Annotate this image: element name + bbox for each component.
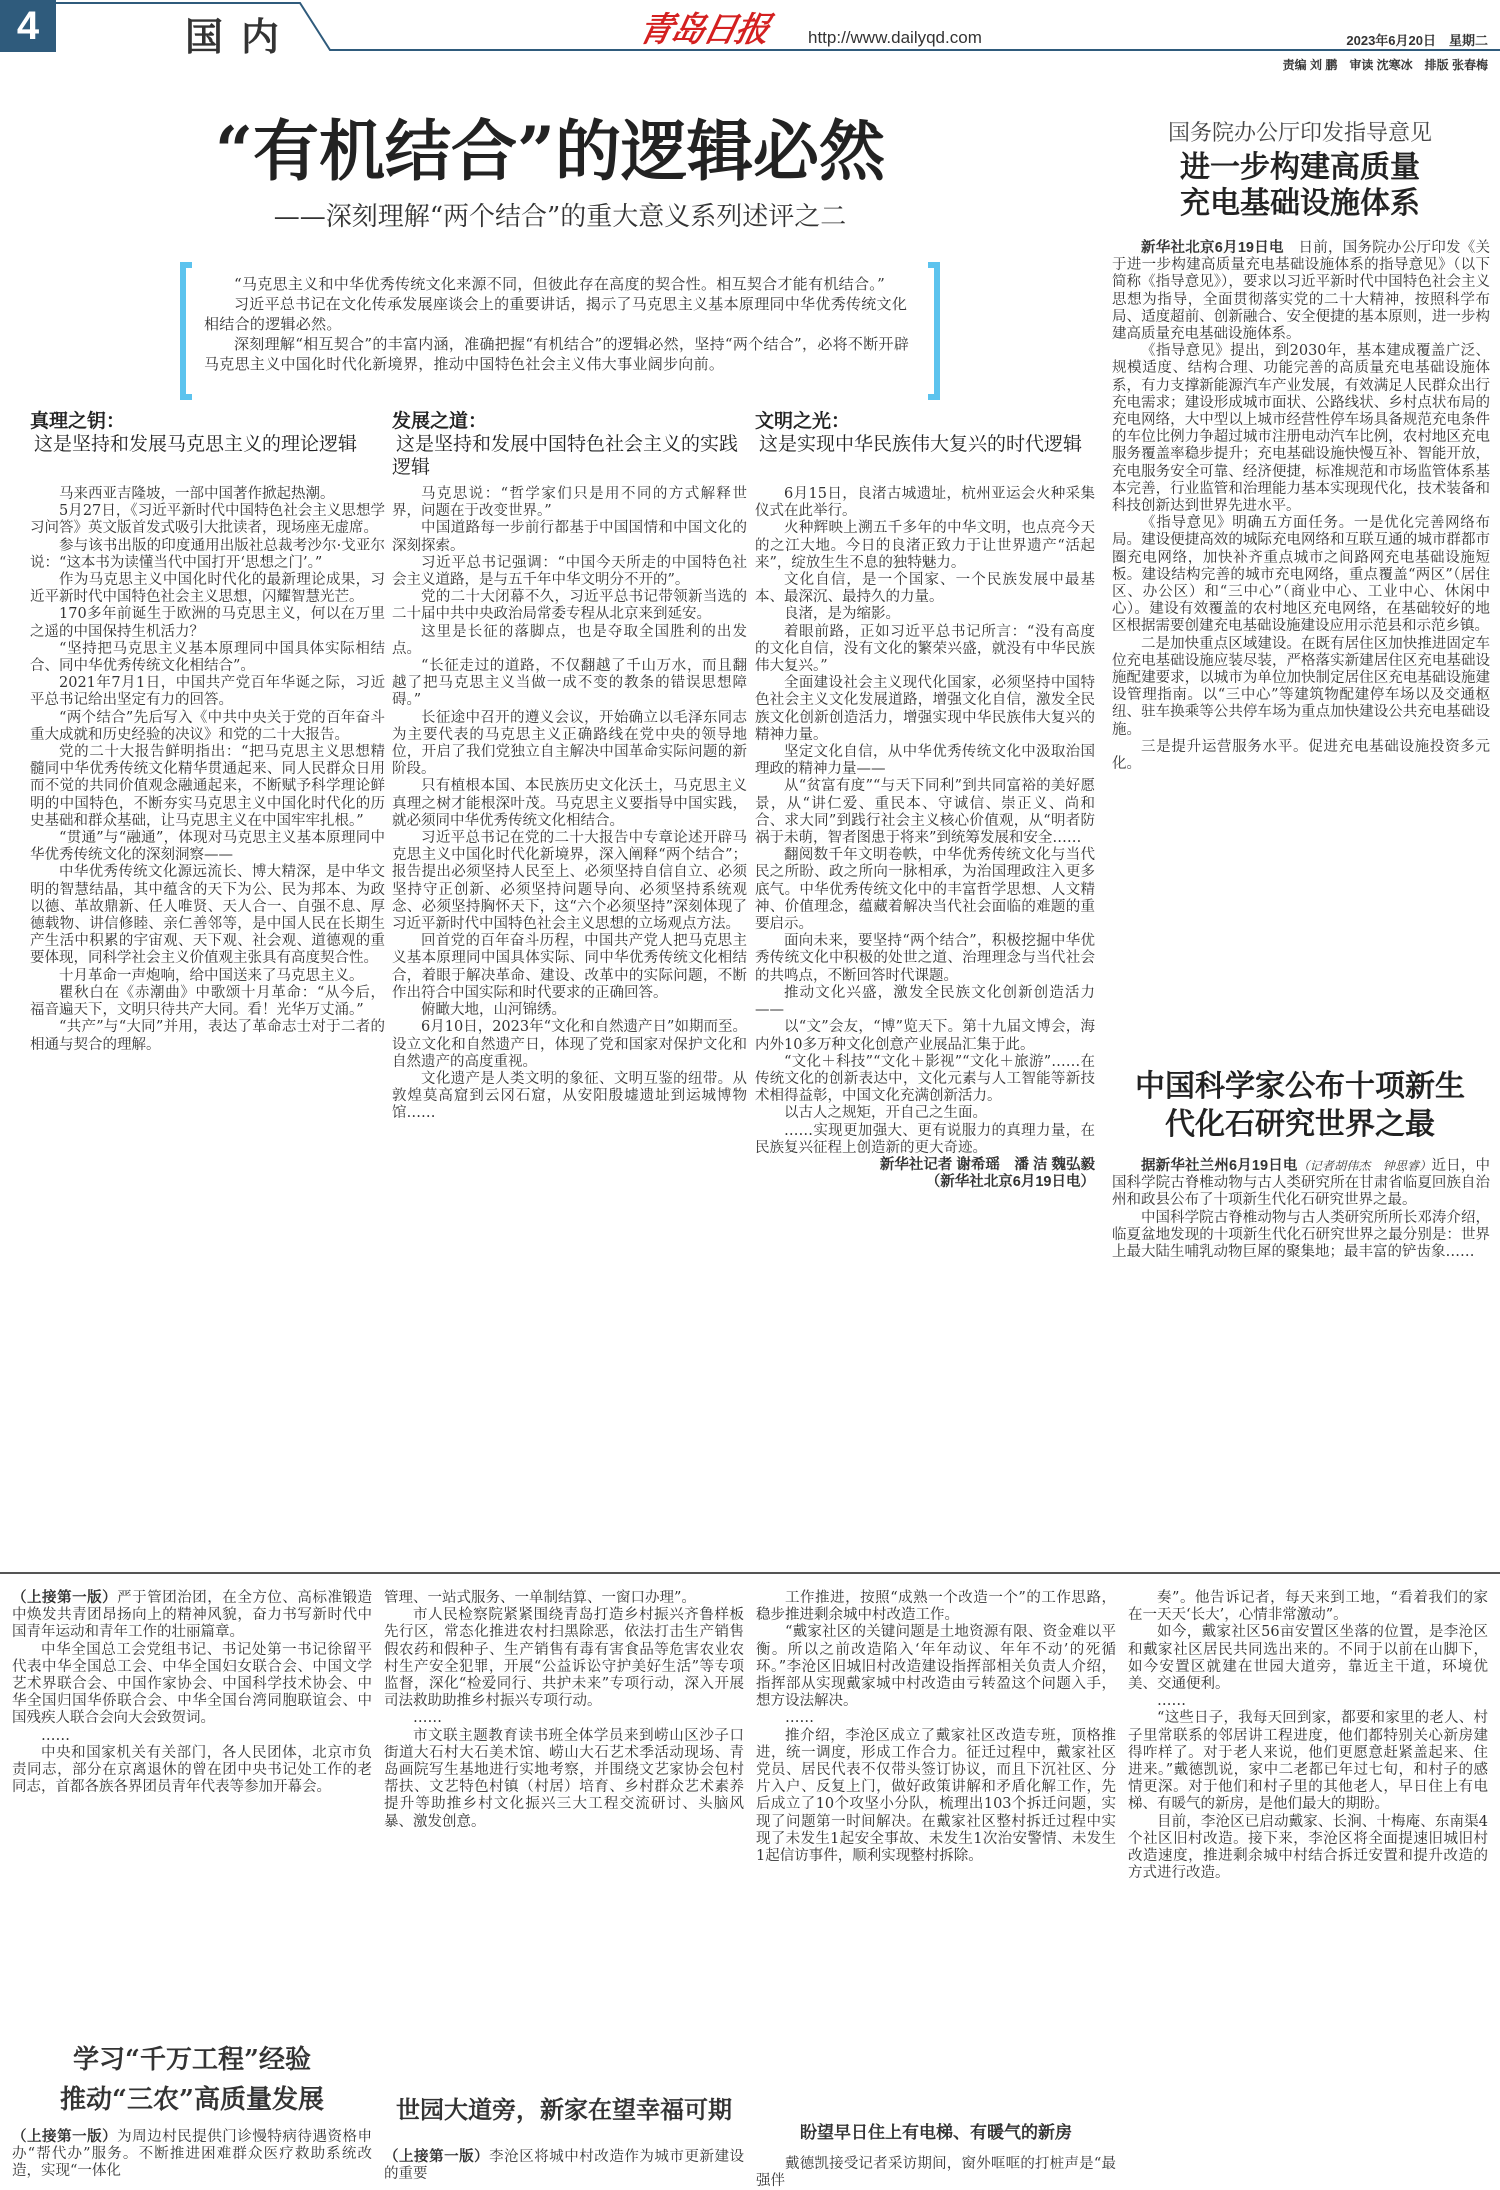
newspaper-logo: 青岛日报 <box>635 10 772 50</box>
paragraph-text: 中央和国家机关有关部门，各人民团体，北京市负责同志，部分在京离退休的曾在团中央书记处工作的老同志，首都各族各界团员青年代表等参加开幕会。 <box>12 1744 372 1796</box>
paragraph: 面向未来，要坚持“两个结合”，积极挖掘中华优秀传统文化中积极的处世之道、治理理念与当代社会的共鸣点，不断回答时代课题。 <box>755 933 1095 984</box>
paragraph: “长征走过的道路，不仅翻越了千山万水，而且翻越了把马克思主义当做一成不变的教条的错误思想障碍。” <box>392 658 747 709</box>
paragraph <box>756 1624 1116 1710</box>
dateline: 新华社北京6月19日电 <box>1141 240 1284 256</box>
paragraph: 6月10日，2023年“文化和自然遗产日”如期而至。设立文化和自然遗产日，体现了党和国家对保护文化和自然遗产的高度重视。 <box>392 1019 747 1070</box>
paragraph: 习近平总书记强调：“中国今天所走的中国特色社会主义道路，是与五千年中华文明分不开的”。 <box>392 554 747 589</box>
charging-title: 进一步构建高质量充电基础设施体系 <box>1180 150 1420 221</box>
paragraph-text: …… <box>1157 1693 1186 1710</box>
charging-story-body <box>1112 240 1490 1050</box>
paragraph <box>1128 1710 1488 1813</box>
paragraph <box>384 1607 744 1710</box>
paragraph: 中国科学院古脊椎动物与古人类研究所所长邓涛介绍，临夏盆地发现的十项新生代化石研究世界之最分别是：世界上最大陆生哺乳动物巨犀的聚集地；最丰富的铲齿象…… <box>1112 1209 1490 1261</box>
paragraph: ……实现更加强大、更有说服力的真理力量，在民族复兴征程上创造新的更大奇迹。 <box>755 1122 1095 1156</box>
bottom-headline: 世园大道旁，新家在望幸福可期 <box>396 2095 732 2124</box>
bottom-column <box>756 1590 1116 2108</box>
bottom-column-tail <box>384 2148 745 2183</box>
paragraph: 三是提升运营服务水平。促进充电基础设施投资多元化。 <box>1112 738 1490 773</box>
bottom-column-tail <box>12 2128 373 2180</box>
site-url[interactable]: http://www.dailyqd.com <box>808 28 982 47</box>
paragraph-text: 为周边村民提供门诊慢特病待遇资格申办“帮代办”服务。不断推进困难群众医疗救助系统改造，实现“一体化 <box>12 2129 373 2180</box>
section-body <box>755 486 1095 1546</box>
section-body <box>392 486 747 1546</box>
paragraph: 中国道路每一步前行都基于中国国情和中国文化的深刻探索。 <box>392 520 747 554</box>
paragraph: 俯瞰大地，山河锦绣。 <box>421 1002 566 1019</box>
paragraph: 翻阅数千年文明卷帙，中华优秀传统文化与当代民之所盼、政之所向一脉相承，为治国理政注入更多底气。中华优秀传统文化中的丰富哲学思想、人文精神、价值理念，蕴藏着解决当代社会面临的难题的重要启示。 <box>755 847 1095 933</box>
paragraph: 瞿秋白在《赤潮曲》中歌颂十月革命：“从今后，福音遍天下，文明只待共产大同。看！光华万丈涌。” <box>30 984 385 1019</box>
page-number: 4 <box>0 0 56 52</box>
paragraph <box>756 2156 1116 2190</box>
section-title: 国内 <box>185 14 298 59</box>
reporters: （记者胡伟杰 钟思睿） <box>1297 1159 1432 1173</box>
paragraph: 只有植根本国、本民族历史文化沃土，马克思主义真理之树才能根深叶茂。马克思主义要指导中国实践，就必须同中华优秀传统文化相结合。 <box>392 778 747 829</box>
paragraph <box>12 1728 372 1745</box>
section-header <box>755 410 1095 456</box>
section-header <box>30 410 385 456</box>
byline: 新华社记者 谢希瑶 潘 洁 魏弘毅 <box>879 1156 1095 1173</box>
paragraph-text: 目前，李沧区已启动戴家、长涧、十梅庵、东南渠4个社区旧村改造。接下来，李沧区将全面提速旧城旧村改造速度，推进剩余城中村结合拆迁安置和提升改造的方式进行改造。 <box>1128 1813 1488 1882</box>
paragraph: 5月27日，《习近平新时代中国特色社会主义思想学习问答》英文版首发式吸引大批读者，现场座无虚席。 <box>30 503 385 537</box>
left-bracket-icon <box>180 262 192 400</box>
paragraph: 参与该书出版的印度通用出版社总裁考沙尔·戈亚尔说：“这本书为读懂当代中国打开‘思想之门’。” <box>30 537 385 571</box>
paragraph <box>12 2128 372 2181</box>
paragraph-text: “这些日子，我每天回到家，都要和家里的老人、村子里常联系的邻居讲工程进度，他们都特别关心新房建得咋样了。对于老人来说，他们更愿意赶紧盖起来、住进来。”戴德凯说，家中二老都已年过七旬，和村子的感情更深。对于他们和村子里的其他老人，早日住上有电梯、有暖气的新房，是他们最大的期盼。 <box>1128 1710 1488 1813</box>
dateline: 据新华社兰州6月19日电 <box>1141 1158 1298 1174</box>
paragraph: 长征途中召开的遵义会议，开始确立以毛泽东同志为主要代表的马克思主义正确路线在党中央的领导地位，开启了我们党独立自主解决中国革命实际问题的新阶段。 <box>392 709 747 778</box>
section-kicker: 文明之光： <box>755 410 851 432</box>
paragraph <box>384 1710 744 1727</box>
charging-kicker: 国务院办公厅印发指导意见 <box>1167 120 1432 145</box>
paragraph-text: 严于管团治团，在全方位、高标准锻造中焕发共青团昂扬向上的精神风貌，奋力书写新时代中国青年运动和青年工作的壮丽篇章。 <box>12 1590 373 1641</box>
paragraph: 《指导意见》提出，到2030年，基本建成覆盖广泛、规模适度、结构合理、功能完善的高质量充电基础设施体系，有力支撑新能源汽车产业发展，有效满足人民群众出行充电需求；建设形成城市面状、公路线状、乡村点状布局的充电网络，大中型以上城市经营性停车场具备规范充电条件的车位比例力争超过城市注册电动汽车比例，农村地区充电服务覆盖率稳步提升；充电基础设施快慢互补、智能开放，充电服务安全可靠、经济便捷，标准规范和市场监管体系基本完善，行业监管和治理能力基本实现现代化，技术装备和科技创新达到世界先进水平。 <box>1112 343 1490 515</box>
bottom-column <box>1128 1590 1488 2170</box>
paragraph: 《指导意见》明确五方面任务。一是优化完善网络布局。建设便捷高效的城际充电网络和互联互通的城市群都市圈充电网络，加快补齐重点城市之间路网充电基础设施短板。建设结构完善的城市充电网络，重点覆盖“两区”（居住区、办公区）和“三中心”（商业中心、工业中心、休闲中心）。建设有效覆盖的农村地区充电网络，在基础较好的地区根据需要创建充电基础设施建设应用示范县和示范乡镇。 <box>1112 515 1490 635</box>
paragraph: 文化遗产是人类文明的象征、文明互鉴的纽带。从敦煌莫高窟到云冈石窟，从安阳殷墟遗址到运城博物馆…… <box>392 1070 747 1122</box>
intro-quote-box <box>180 262 940 400</box>
paragraph: 良渚，是为缩影。 <box>784 606 900 623</box>
fossil-title: 中国科学家公布十项新生代化石研究世界之最 <box>1135 1069 1465 1142</box>
paragraph <box>756 1728 1116 1866</box>
section-title: 这是坚持和发展马克思主义的理论逻辑 <box>34 433 358 455</box>
paragraph-text: 如今，戴家社区56亩安置区坐落的位置，是李沧区和戴家社区居民共同选出来的。不同于以前在山脚下，如今安置区就建在世园大道旁，靠近主干道，环境优美、交通便利。 <box>1128 1624 1488 1693</box>
paragraph: “共产”与“大同”并用，表达了革命志士对于二者的相通与契合的理解。 <box>30 1019 385 1053</box>
section-kicker: 发展之道： <box>392 410 488 432</box>
section-body <box>30 486 385 1546</box>
paragraph <box>384 1728 744 1831</box>
paragraph <box>12 1642 372 1728</box>
bottom-column-tail <box>756 2156 1116 2190</box>
paragraph: 火种辉映上溯五千多年的中华文明，也点亮今天的之江大地。今日的良渚正致力于让世界遗产“活起来”，绽放生生不息的独特魅力。 <box>755 520 1095 571</box>
paragraph: 马来西亚吉隆坡，一部中国著作掀起热潮。 <box>59 486 335 502</box>
paragraph-text: 管理、一站式服务、一单制结算、一窗口办理”。 <box>384 1590 696 1606</box>
paragraph: “两个结合”先后写入《中共中央关于党的百年奋斗重大成就和历史经验的决议》和党的二十大报告。 <box>30 709 385 743</box>
paragraph: 以“文”会友，“博”览天下。第十九届文博会，海内外10多万种文化创意产业展品汇集于此。 <box>755 1019 1095 1053</box>
right-bracket-icon <box>928 262 940 400</box>
paragraph: 着眼前路，正如习近平总书记所言：“没有高度的文化自信，没有文化的繁荣兴盛，就没有中华民族伟大复兴。” <box>755 623 1095 675</box>
bottom-headline: 盼望早日住上有电梯、有暖气的新房 <box>800 2123 1072 2142</box>
paragraph-text: 中华全国总工会党组书记、书记处第一书记徐留平代表中华全国总工会、中华全国妇女联合会、中国文学艺术界联合会、中国作家协会、中国科学技术协会、中华全国归国华侨联合会、中华全国台湾同胞联谊会、中国残疾人联合会向大会致贺词。 <box>12 1641 372 1727</box>
intro-paragraph: “马克思主义和中华优秀传统文化来源不同，但彼此存在高度的契合性。相互契合才能有机结合。” <box>234 275 886 293</box>
section-divider <box>0 1572 1500 1574</box>
fossil-story-body <box>1112 1158 1490 1548</box>
paragraph <box>12 1745 372 1797</box>
section-title: 这是实现中华民族伟大复兴的时代逻辑 <box>759 433 1083 455</box>
paragraph: 从“贫富有度”“与天下同利”到共同富裕的美好愿景，从“讲仁爱、重民本、守诚信、崇正义、尚和合、求大同”到践行社会主义核心价值观，从“明者防祸于未萌，智者图患于将来”到统筹发展和安全…… <box>755 778 1095 847</box>
section-title: 这是坚持和发展中国特色社会主义的实践逻辑 <box>392 433 739 478</box>
intro-paragraph: 深刻理解“相互契合”的丰富内涵，准确把握“有机结合”的逻辑必然，坚持“两个结合”，必将不断开辟马克思主义中国化时代化新境界，推动中国特色社会主义伟大事业阔步向前。 <box>204 335 910 373</box>
paragraph <box>384 2148 744 2183</box>
paragraph: 二是加快重点区域建设。在既有居住区加快推进固定车位充电基础设施应装尽装，严格落实新建居住区充电基础设施配建要求，以城市为单位加快制定居住区充电基础设施建设管理指南。以“三中心”等建筑物配建停车场以及交通枢纽、驻车换乘等公共停车场为重点加快建设公共充电基础设施。 <box>1112 635 1490 738</box>
paragraph <box>756 1590 1116 1624</box>
paragraph: 中华优秀传统文化源远流长、博大精深，是中华文明的智慧结晶，其中蕴含的天下为公、民为邦本、为政以德、革故鼎新、任人唯贤、天人合一、自强不息、厚德载物、讲信修睦、亲仁善邻等，是中国人民在长期生产生活中积累的宇宙观、天下观、社会观、道德观的重要体现，同科学社会主义价值观主张具有高度契合性。 <box>30 864 385 967</box>
paragraph-text: 戴德凯接受记者采访期间，窗外哐哐的打桩声是“最强伴 <box>756 2156 1116 2190</box>
paragraph-text: …… <box>413 1710 442 1727</box>
bottom-column <box>12 1590 372 2030</box>
section-header <box>392 410 747 479</box>
paragraph-text: 市文联主题教育读书班全体学员来到崂山区沙子口街道大石村大石美术馆、崂山大石艺术季活动现场、青岛画院写生基地进行实地考察，并围绕文艺家协会包村帮扶、文艺特色村镇（村居）培育、乡村群众艺术素养提升等助推乡村文化振兴三大工程交流研讨、头脑风暴、激发创意。 <box>384 1727 744 1830</box>
paragraph <box>12 1590 372 1642</box>
paragraph: “坚持把马克思主义基本原理同中国具体实际相结合、同中华优秀传统文化相结合”。 <box>30 640 385 675</box>
paragraph: 党的二十大闭幕不久，习近平总书记带领新当选的二十届中共中央政治局常委专程从北京来到延安。 <box>392 589 747 623</box>
paragraph-text: 工作推进，按照“成熟一个改造一个”的工作思路，稳步推进剩余城中村改造工作。 <box>756 1590 1116 1624</box>
bottom-headline: 学习“千万工程”经验 推动“三农”高质量发展 <box>60 2045 324 2115</box>
section-kicker: 真理之钥： <box>30 410 126 432</box>
main-subheadline: ——深刻理解“两个结合”的重大意义系列述评之二 <box>273 202 847 232</box>
paragraph: “贯通”与“融通”，体现对马克思主义基本原理同中华优秀传统文化的深刻洞察—— <box>30 830 385 864</box>
paragraph: 这里是长征的落脚点，也是夺取全国胜利的出发点。 <box>392 623 747 657</box>
paragraph-text: 李沧区将城中村改造作为城市更新建设的重要 <box>384 2149 745 2183</box>
paragraph: 日前，国务院办公厅印发《关于进一步构建高质量充电基础设施体系的指导意见》（以下简称《指导意见》），要求以习近平新时代中国特色社会主义思想为指导，全面贯彻落实党的二十大精神，按照科学布局、适度超前、创新融合、安全便捷的基本原则，进一步构建高质量充电基础设施体系。 <box>1112 240 1491 343</box>
paragraph: 170多年前诞生于欧洲的马克思主义，何以在万里之遥的中国保持生机活力？ <box>30 606 385 640</box>
paragraph: 回首党的百年奋斗历程，中国共产党人把马克思主义基本原理同中国具体实际、同中华优秀传统文化相结合，着眼于解决革命、建设、改革中的实际问题，不断作出符合中国实际和时代要求的正确回答。 <box>392 933 747 1001</box>
paragraph: 2021年7月1日，中国共产党百年华诞之际，习近平总书记给出坚定有力的回答。 <box>30 675 385 709</box>
paragraph <box>1128 1624 1488 1693</box>
fossil-headline <box>1110 1068 1490 1144</box>
paragraph: 全面建设社会主义现代化国家，必须坚持中国特色社会主义文化发展道路，增强文化自信，激发全民族文化创新创造活力，增强实现中华民族伟大复兴的精神力量。 <box>755 675 1095 743</box>
paragraph <box>1128 1693 1488 1710</box>
paragraph: 作为马克思主义中国化时代化的最新理论成果，习近平新时代中国特色社会主义思想，闪耀智慧光芒。 <box>30 572 385 606</box>
continued-tag: （上接第一版） <box>12 1590 118 1606</box>
paragraph: 推动文化兴盛，激发全民族文化创新创造活力—— <box>755 984 1095 1019</box>
bottom-column <box>384 1590 744 2085</box>
intro-paragraph: 习近平总书记在文化传承发展座谈会上的重要讲话，揭示了马克思主义基本原理同中华优秀传统文化相结合的逻辑必然。 <box>204 295 908 333</box>
paragraph: 习近平总书记在党的二十大报告中专章论述开辟马克思主义中国化时代化新境界，深入阐释“两个结合”；报告提出必须坚持人民至上、必须坚持自信自立、必须坚持守正创新、必须坚持问题导向、必须坚持系统观念、必须坚持胸怀天下，这“六个必须坚持”深刻体现了习近平新时代中国特色社会主义思想的立场观点方法。 <box>392 830 747 933</box>
paragraph: 坚定文化自信，从中华优秀传统文化中汲取治国理政的精神力量—— <box>755 744 1095 778</box>
paragraph <box>1128 1590 1488 1624</box>
paragraph <box>1128 1814 1488 1883</box>
main-headline: “有机结合”的逻辑必然 <box>215 112 885 190</box>
paragraph <box>384 1590 744 1607</box>
continued-tag: （上接第一版） <box>384 2148 490 2165</box>
paragraph: “文化＋科技”“文化＋影视”“文化＋旅游”……在传统文化的创新表达中，文化元素与人工智能等新技术相得益彰，中国文化充满创新活力。 <box>755 1053 1095 1105</box>
paragraph-text: …… <box>785 1710 814 1727</box>
paragraph-text: …… <box>41 1727 70 1744</box>
paragraph <box>756 1710 1116 1727</box>
editors-credit: 责编 刘 鹏 审读 沈寒冰 排版 张春梅 <box>1282 58 1488 72</box>
paragraph: 党的二十大报告鲜明指出：“把马克思主义思想精髓同中华优秀传统文化精华贯通起来、同人民群众日用而不觉的共同价值观念融通起来，不断赋予科学理论鲜明的中国特色，不断夯实马克思主义中国化时代化的历史基础和群众基础，让马克思主义在中国牢牢扎根。” <box>30 744 385 829</box>
paragraph: 6月15日，良渚古城遗址，杭州亚运会火种采集仪式在此举行。 <box>755 486 1095 520</box>
continued-tag: （上接第一版） <box>12 2128 118 2145</box>
paragraph-text: “戴家社区的关键问题是土地资源有限、资金难以平衡。所以之前改造陷入‘年年动议、年年不动’的死循环。”李沧区旧城旧村改造建设指挥部相关负责人介绍，指挥部从实现戴家城中村改造由亏转盈这个问题入手，想方设法解决。 <box>756 1624 1116 1710</box>
paragraph-text: 奏”。他告诉记者，每天来到工地，“看着我们的家在一天天‘长大’，心情非常激动”。 <box>1128 1590 1488 1624</box>
dateline: （新华社北京6月19日电） <box>925 1174 1095 1191</box>
paragraph-text: 推介绍，李沧区成立了戴家社区改造专班，顶格推进，统一调度，形成工作合力。征迁过程中，戴家社区党员、居民代表不仅带头签订协议，而且下沉社区、分片入户、反复上门，做好政策讲解和矛盾化解工作，先后成立了10个攻坚小分队，梳理出103个拆迁问题，实现了问题第一时间解决。在戴家社区整村拆迁过程中实现了未发生1起安全事故、未发生1次治安警情、未发生1起信访事件，顺利实现整村拆除。 <box>756 1727 1116 1865</box>
paragraph: 以古人之规矩，开自己之生面。 <box>784 1105 987 1122</box>
issue-date: 2023年6月20日 星期二 <box>1346 33 1488 48</box>
paragraph-text: 市人民检察院紧紧围绕青岛打造乡村振兴齐鲁样板先行区，常态化推进农村扫黑除恶，依法打击生产销售假农药和假种子、生产销售有毒有害食品等危害农业农村生产安全犯罪，开展“公益诉讼守护美好生活”等专项监督，深化“检爱同行、共护未来”专项行动，深入开展司法救助助推乡村振兴专项行动。 <box>384 1607 744 1710</box>
paragraph: 马克思说：“哲学家们只是用不同的方式解释世界，问题在于改变世界。” <box>392 486 747 520</box>
paragraph: 文化自信，是一个国家、一个民族发展中最基本、最深沉、最持久的力量。 <box>755 572 1095 606</box>
paragraph: 近日，中国科学院古脊椎动物与古人类研究所在甘肃省临夏回族自治州和政县公布了十项新生代化石研究世界之最。 <box>1112 1158 1490 1209</box>
charging-story-header <box>1110 120 1490 222</box>
paragraph: 十月革命一声炮响，给中国送来了马克思主义。 <box>59 967 364 984</box>
